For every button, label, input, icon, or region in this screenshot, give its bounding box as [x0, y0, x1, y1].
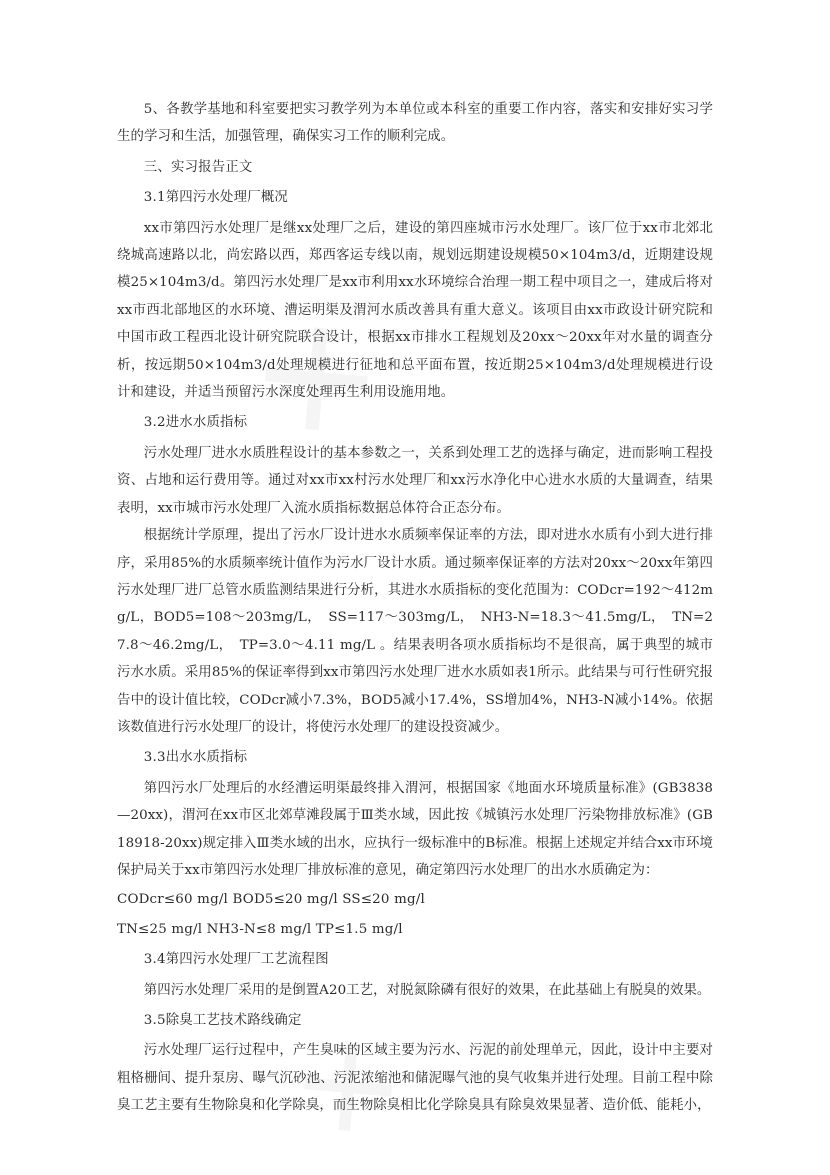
paragraph-deodorization: 污水处理厂运行过程中，产生臭味的区域主要为污水、污泥的前处理单元，因此，设计中主要对粗格栅间、提升泵房、曝气沉砂池、污泥浓缩池和储泥曝气池的臭气收集并进行处理。目前工程中除臭工艺主要有生物除臭和化学除臭，而生物除臭相比化学除臭具有除臭效果显著、造价低、能耗小，: [117, 1043, 713, 1114]
subsection-heading-3-3: 3.3出水水质指标: [143, 750, 248, 766]
effluent-limits-line-2: TN≤25 mg/l NH3-N≤8 mg/l TP≤1.5 mg/l: [117, 921, 403, 937]
paragraph-plant-overview: xx市第四污水处理厂是继xx处理厂之后，建设的第四座城市污水处理厂。该厂位于xx市北郊北绕城高速路以北，尚宏路以西，郑西客运专线以南，规划远期建设规模50×104m3/d，近期建设规模25×104m3/d。第四污水处理厂是xx市利用xx水环境综合治理一期工程中项目之一，建成后将对xx市西北部地区的水环境、漕运明渠及渭河水质改善具有重大意义。该项目由xx市政设计研究院和中国市政工程西北设计研究院联合设计，根据xx市排水工程规划及20xx～20xx年对水量的调查分析，按远期50×104m3/d处理规模进行征地和总平面布置，按近期25×104m3/d处理规模进行设计和建设，并适当预留污水深度处理再生利用设施用地。: [117, 220, 713, 401]
subsection-heading-3-4: 3.4第四污水处理厂工艺流程图: [143, 952, 329, 968]
subsection-heading-3-2: 3.2进水水质指标: [143, 415, 248, 431]
paragraph-influent-statistics: 根据统计学原理，提出了污水厂设计进水水质频率保证率的方法，即对进水水质有小到大进行排序，采用85%的水质频率统计值作为污水厂设计水质。通过频率保证率的方法对20xx～20xx年第四污水处理厂进厂总管水质监测结果进行分析，其进水水质指标的变化范围为：CODcr=192～412mg/L，BOD5=108～203mg/L， SS=117～303mg/L， NH3-N=18.3～41.5mg/L， TN=27.8～46.2mg/L， TP=3.0～4.11 mg/L 。结果表明各项水质指标均不是很高，属于典型的城市污水水质。采用85%的保证率得到xx市第四污水处理厂进水水质如表1所示。此结果与可行性研究报告中的设计值比较，CODcr减小7.3%，BOD5减小17.4%，SS增加4%，NH3-N减小14%。依据该数值进行污水处理厂的设计，将使污水处理厂的建设投资减少。: [117, 528, 713, 735]
paragraph-influent-basis: 污水处理厂进水水质胜程设计的基本参数之一，关系到处理工艺的选择与确定，进而影响工程投资、占地和运行费用等。通过对xx市xx村污水处理厂和xx污水净化中心进水水质的大量调查，结果表明，xx市城市污水处理厂入流水质指标数据总体符合正态分布。: [117, 445, 713, 516]
section-heading-report-body: 三、实习报告正文: [143, 159, 253, 175]
effluent-limits-line-1: CODcr≤60 mg/l BOD5≤20 mg/l SS≤20 mg/l: [117, 892, 425, 908]
paragraph-practice-requirement: 5、各教学基地和科室要把实习教学列为本单位或本科室的重要工作内容，落实和安排好实习学生的学习和生活，加强管理，确保实习工作的顺利完成。: [117, 102, 713, 145]
paragraph-process-flow: 第四污水处理厂采用的是倒置A20工艺，对脱氮除磷有很好的效果，在此基础上有脱臭的效果。: [143, 982, 711, 998]
subsection-heading-3-5: 3.5除臭工艺技术路线确定: [143, 1013, 302, 1028]
document-page: [117, 96, 713, 1120]
paragraph-effluent-standard: 第四污水厂处理后的水经漕运明渠最终排入渭河，根据国家《地面水环境质量标准》(GB3838—20xx)，渭河在xx市区北郊草滩段属于Ⅲ类水域，因此按《城镇污水处理厂污染物排放标准》(GB18918-20xx)规定排入Ⅲ类水域的出水，应执行一级标准中的B标准。根据上述规定并结合xx市环境保护局关于xx市第四污水处理厂排放标准的意见，确定第四污水处理厂的出水水质确定为：: [117, 780, 714, 878]
subsection-heading-3-1: 3.1第四污水处理厂概况: [143, 190, 289, 206]
